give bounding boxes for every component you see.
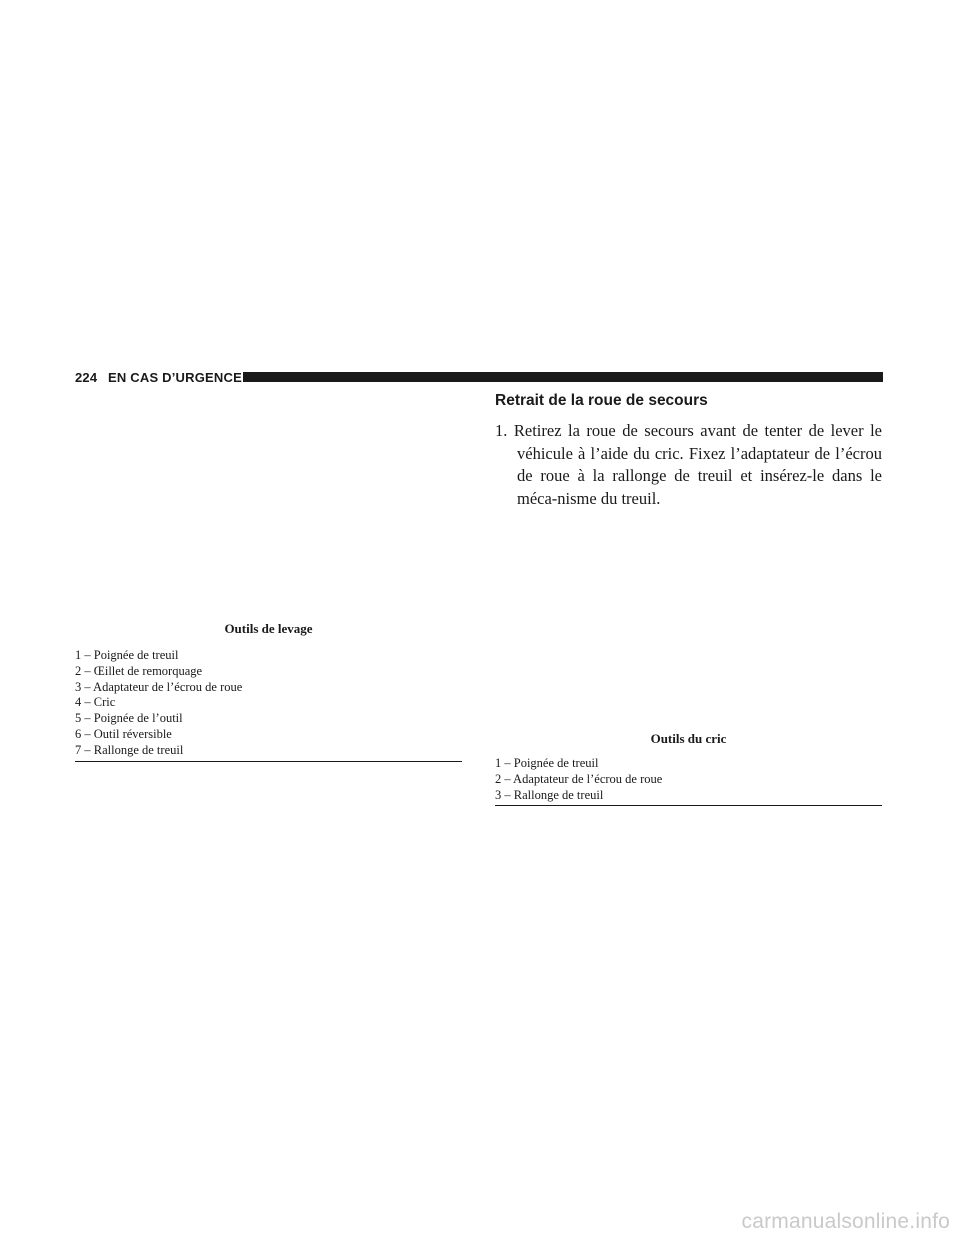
legend-item: 1 – Poignée de treuil — [495, 756, 599, 770]
jack-tools-figure — [495, 512, 882, 722]
legend-item: 5 – Poignée de l’outil — [75, 711, 183, 726]
header-bar — [243, 372, 883, 382]
legend-item: 6 – Outil réversible — [75, 726, 172, 741]
watermark: carmanualsonline.info — [741, 1210, 950, 1233]
section-title: Retrait de la roue de secours — [495, 392, 708, 409]
legend-divider — [75, 761, 462, 762]
figure-caption-lifting-tools: Outils de levage — [224, 621, 313, 636]
legend-item: 7 – Rallonge de treuil — [75, 742, 184, 757]
page-header — [75, 368, 883, 388]
lifting-tools-legend — [75, 648, 462, 759]
section-name: EN CAS D’URGENCE — [108, 370, 242, 385]
legend-item: 3 – Adaptateur de l’écrou de roue — [75, 679, 243, 694]
step-text: Retirez la roue de secours avant de tenter de lever le véhicule à l’aide du cric. Fixez l’adaptateur de l’écrou de roue à la rallonge de treuil et insérez-le dans le méca-nisme du treuil. — [513, 421, 883, 508]
legend-item: 3 – Rallonge de treuil — [495, 787, 604, 802]
legend-item: 2 – Adaptateur de l’écrou de roue — [495, 771, 663, 786]
legend-item: 4 – Cric — [75, 695, 116, 710]
instruction-step — [495, 420, 882, 510]
lifting-tools-figure — [75, 390, 462, 615]
legend-item: 1 – Poignée de treuil — [75, 648, 179, 662]
legend-item: 2 – Œillet de remorquage — [75, 663, 203, 678]
figure-caption-jack-tools: Outils du cric — [650, 731, 727, 746]
page-number: 224 — [75, 370, 98, 385]
legend-divider — [495, 805, 882, 806]
jack-tools-legend — [495, 756, 882, 803]
step-paragraph — [495, 420, 882, 510]
step-number: 1. — [495, 421, 508, 440]
